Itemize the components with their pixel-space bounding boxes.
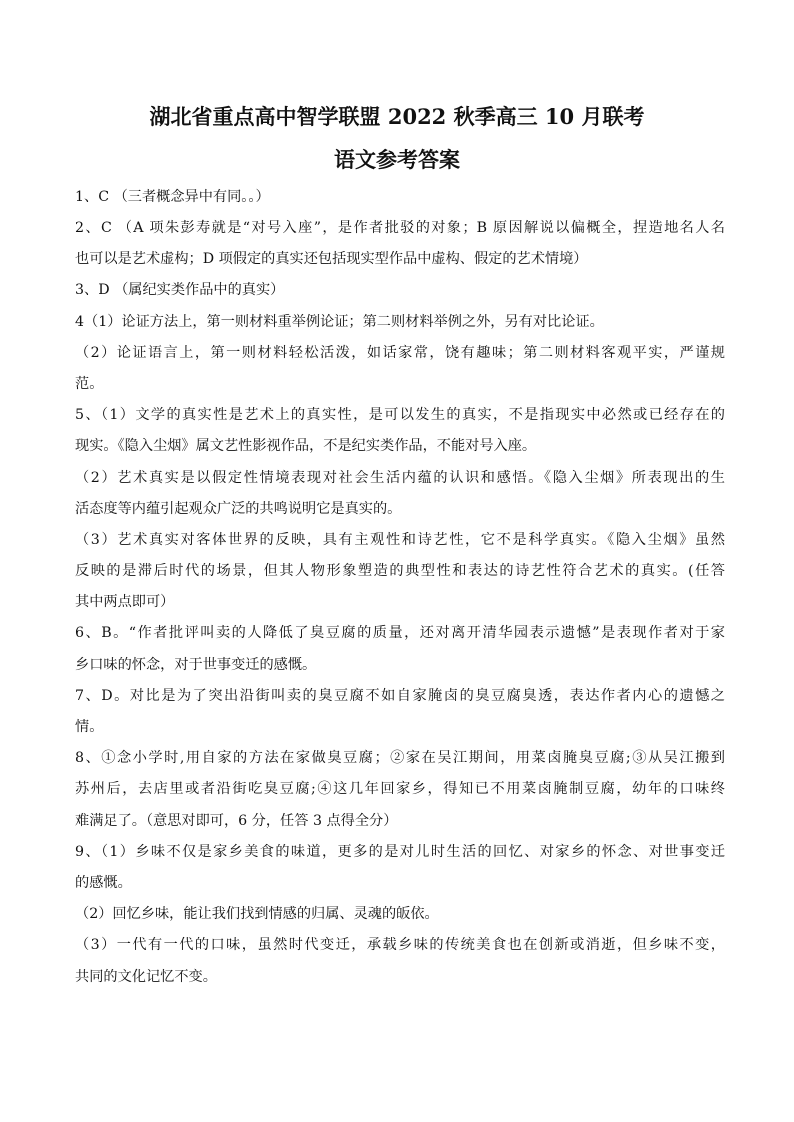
answer-9-part-1-line-2: 的感慨。	[75, 875, 132, 891]
answer-8-line-1: 8、①念小学时,用自家的方法在家做臭豆腐；②家在吴江期间，用菜卤腌臭豆腐;③从吴江搬到	[75, 750, 725, 766]
answer-6-line-1: 6、B。“作者批评叫卖的人降低了臭豆腐的质量，还对离开清华园表示遗憾”是表现作者对于家	[75, 625, 725, 641]
answer-4-part-2-line-2: 范。	[75, 376, 104, 392]
answer-5-part-3-line-3: 其中两点即可）	[75, 594, 175, 610]
answer-5-part-1-line-1: 5、（1）文学的真实性是艺术上的真实性，是可以发生的真实，不是指现实中必然或已经存在的	[75, 407, 725, 423]
answer-9-part-3-line-1: （3）一代有一代的口味，虽然时代变迁，承载乡味的传统美食也在创新或消逝，但乡味不变，	[75, 937, 725, 953]
answer-8-line-3: 难满足了。（意思对即可，6 分，任答 3 点得全分）	[75, 813, 398, 829]
answer-5-part-2-line-2: 活态度等内蕴引起观众广泛的共鸣说明它是真实的。	[75, 501, 402, 517]
answer-6-line-2: 乡口味的怀念，对于世事变迁的感慨。	[75, 657, 317, 673]
answer-8-line-2: 苏州后，去店里或者沿街吃臭豆腐;④这几年回家乡，得知已不用菜卤腌制豆腐，幼年的口味终	[75, 781, 725, 797]
answer-7-line-1: 7、D。对比是为了突出沿街叫卖的臭豆腐不如自家腌卤的臭豆腐臭透，表达作者内心的遗憾之	[75, 688, 725, 704]
answer-1-line-1: 1、C （三者概念异中有同。。）	[75, 189, 270, 205]
answer-7-line-2: 情。	[75, 719, 104, 735]
answer-2-line-2: 也可以是艺术虚构；D 项假定的真实还包括现实型作品中虚构、假定的艺术情境）	[75, 251, 588, 267]
answer-5-part-3-line-2: 反映的是滞后时代的场景，但其人物形象塑造的典型性和表达的诗艺性符合艺术的真实。(任答	[75, 563, 725, 579]
answer-3-line-1: 3、D （属纪实类作品中的真实）	[75, 282, 285, 298]
answer-9-part-1-line-1: 9、（1）乡味不仅是家乡美食的味道，更多的是对儿时生活的回忆、对家乡的怀念、对世事变迁	[75, 844, 725, 860]
answer-5-part-2-line-1: （2）艺术真实是以假定性情境表现对社会生活内蕴的认识和感悟。《隐入尘烟》所表现出的生	[75, 470, 725, 486]
answer-5-part-3-line-1: （3）艺术真实对客体世界的反映，具有主观性和诗艺性，它不是科学真实。《隐入尘烟》虽然	[75, 532, 725, 548]
answer-4-part-2-line-1: （2）论证语言上，第一则材料轻松活泼，如话家常，饶有趣味；第二则材料客观平实，严谨规	[75, 345, 725, 361]
document-subtitle: 语文参考答案	[334, 147, 460, 172]
answer-9-part-3-line-2: 共同的文化记忆不变。	[75, 969, 217, 985]
answer-4-part-1-line-1: 4（1）论证方法上，第一则材料重举例论证；第二则材料举例之外，另有对比论证。	[75, 314, 604, 330]
answer-2-line-1: 2、C （A 项朱彭寿就是“对号入座”，是作者批驳的对象；B 原因解说以偏概全，捏造地名人名	[75, 220, 725, 236]
answer-9-part-2-line-1: （2）回忆乡味，能让我们找到情感的归属、灵魂的皈依。	[75, 906, 439, 922]
document-title: 湖北省重点高中智学联盟 2022 秋季高三 10 月联考	[149, 104, 645, 129]
answer-5-part-1-line-2: 现实。《隐入尘烟》属文艺性影视作品，不是纪实类作品，不能对号入座。	[75, 438, 537, 454]
